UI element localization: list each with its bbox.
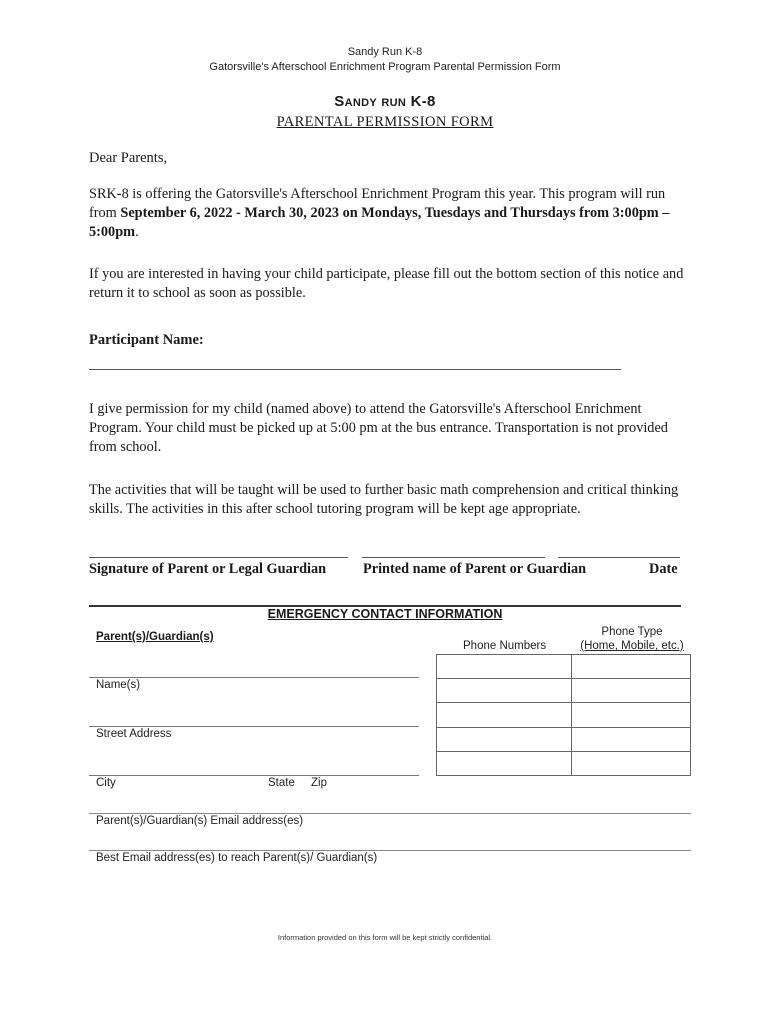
parent-signature-label: Signature of Parent or Legal Guardian	[89, 561, 327, 577]
email-label: Parent(s)/Guardian(s) Email address(es)	[96, 815, 304, 827]
phone-table-top	[436, 654, 691, 655]
phone-type-header-1: Phone Type	[601, 626, 663, 638]
header-form-name: Gatorsville's Afterschool Enrichment Program Parental Permission Form	[209, 61, 561, 73]
city-label: City	[96, 777, 116, 789]
phone-row-2[interactable]	[436, 702, 691, 703]
intro-text: SRK-8 is offering the Gatorsville's Afterschool Enrichment Program this year. This program will run from	[89, 186, 666, 221]
state-label: State	[268, 777, 295, 789]
best-email-label: Best Email address(es) to reach Parent(s)/ Guardian(s)	[96, 852, 378, 864]
zip-label: Zip	[311, 777, 327, 789]
page-subtitle: PARENTAL PERMISSION FORM	[276, 114, 494, 130]
phone-table-right-border	[690, 654, 691, 775]
header-school-name: Sandy Run K-8	[347, 46, 423, 58]
phone-table-left-border	[436, 654, 437, 775]
names-label: Name(s)	[96, 679, 141, 691]
printed-name-field[interactable]	[362, 557, 545, 558]
phone-table-bottom	[436, 775, 691, 776]
parent-signature-field[interactable]	[89, 557, 348, 558]
printed-name-label: Printed name of Parent or Guardian	[363, 561, 587, 577]
phone-row-4[interactable]	[436, 751, 691, 752]
email-field[interactable]	[89, 813, 691, 814]
best-email-field[interactable]	[89, 850, 691, 851]
intro-end: .	[135, 224, 139, 240]
phone-table-mid-border	[571, 654, 572, 775]
phone-row-1[interactable]	[436, 678, 691, 679]
street-label: Street Address	[96, 728, 172, 740]
intro-paragraph	[89, 185, 689, 242]
date-field[interactable]	[558, 557, 680, 558]
greeting: Dear Parents,	[89, 150, 168, 166]
phone-numbers-header: Phone Numbers	[463, 640, 547, 652]
emergency-heading: EMERGENCY CONTACT INFORMATION	[267, 607, 503, 621]
instructions-paragraph: If you are interested in having your child participate, please fill out the bottom section of this notice and return it to school as soon as possible.	[89, 266, 684, 301]
names-field[interactable]	[89, 677, 419, 678]
program-dates: September 6, 2022 - March 30, 2023 on Mondays, Tuesdays and Thursdays from 3:00pm – 5:00pm	[89, 205, 670, 240]
confidentiality-note: Information provided on this form will be kept strictly confidential.	[277, 933, 493, 942]
street-field[interactable]	[89, 726, 419, 727]
permission-paragraph: I give permission for my child (named above) to attend the Gatorsville's Afterschool Enrichment Program. Your child must be picked up at 5:00 pm at the bus entrance. Transportation is not provided from school.	[89, 401, 668, 455]
phone-row-3[interactable]	[436, 727, 691, 728]
activities-paragraph: The activities that will be taught will be used to further basic math comprehension and critical thinking skills. The activities in this after school tutoring program will be kept age appropriate.	[89, 482, 679, 517]
guardians-label: Parent(s)/Guardian(s)	[96, 631, 214, 643]
participant-name-field[interactable]	[89, 369, 621, 370]
page-title: Sandy run K-8	[334, 93, 436, 110]
phone-type-header-2: (Home, Mobile, etc.)	[580, 640, 684, 652]
date-label: Date	[649, 561, 678, 577]
city-state-zip-field[interactable]	[89, 775, 419, 776]
participant-name-label: Participant Name:	[89, 332, 204, 348]
